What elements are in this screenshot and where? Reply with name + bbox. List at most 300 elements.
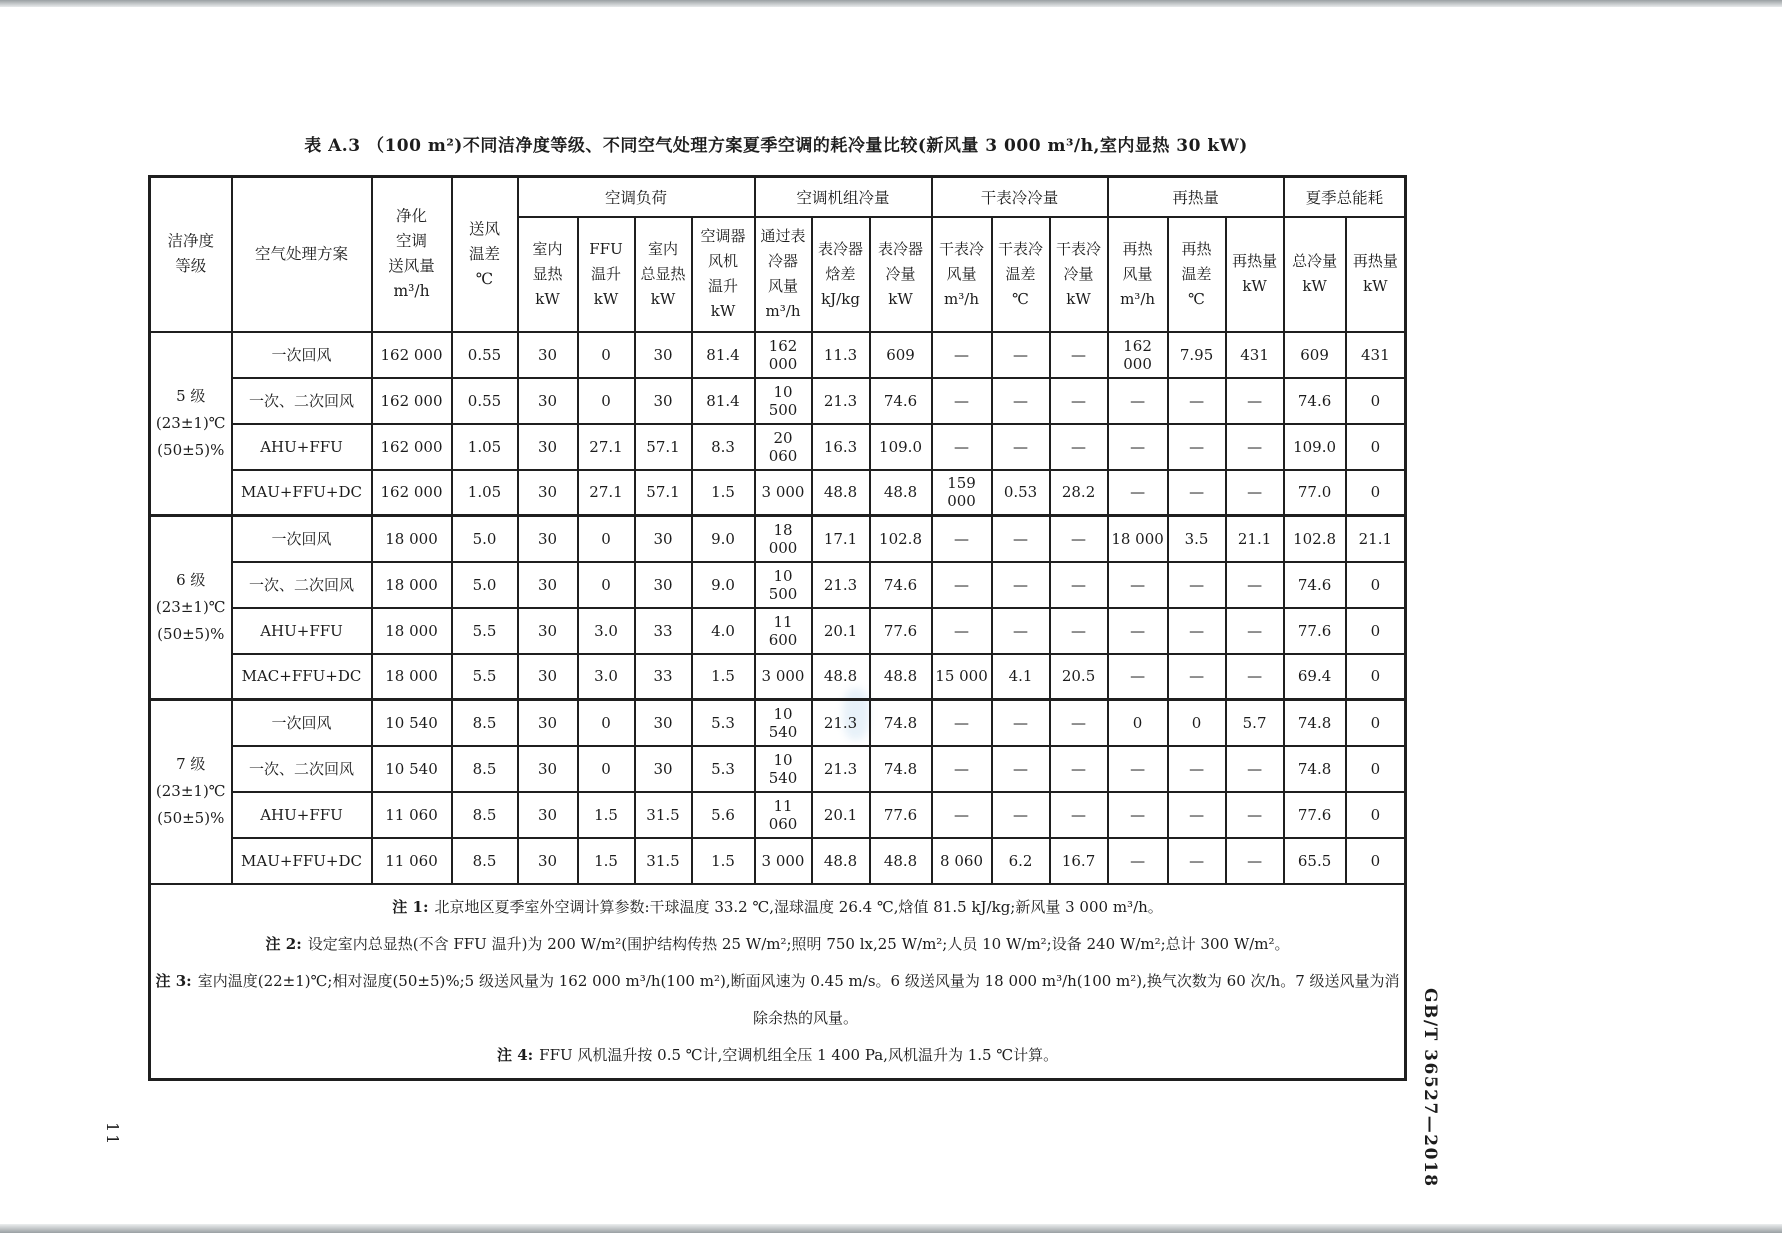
header-sub-label [870, 217, 932, 332]
data-cell: 30 [518, 470, 578, 516]
data-cell: 1.5 [692, 838, 755, 884]
data-cell: 20.1 [812, 792, 870, 838]
data-cell: 0 [578, 562, 635, 608]
data-cell: 0 [1346, 562, 1406, 608]
data-cell: 48.8 [870, 654, 932, 700]
data-cell: — [1108, 838, 1168, 884]
data-cell: — [1226, 838, 1284, 884]
header-sub-label-line: 表冷器 [818, 239, 864, 258]
data-cell: 11 060 [372, 792, 452, 838]
header-sub-label-line: 温升 [708, 277, 739, 295]
data-cell: 30 [635, 332, 692, 378]
header-sub-label-line: 焓差 [825, 264, 856, 283]
note-text: FFU 风机温升按 0.5 ℃计,空调机组全压 1 400 Pa,风机温升为 1.5 ℃计算。 [539, 1045, 1059, 1064]
data-cell: 18 000 [372, 608, 452, 654]
data-cell: 3.5 [1168, 516, 1226, 562]
header-supply-temp-diff-line: ℃ [475, 269, 494, 288]
data-cell: 15 000 [932, 654, 992, 700]
note-item [153, 926, 1402, 963]
note-item [153, 1037, 1402, 1074]
data-cell: 16.7 [1050, 838, 1108, 884]
data-cell: 30 [518, 332, 578, 378]
data-cell: 30 [518, 654, 578, 700]
data-cell: — [1108, 562, 1168, 608]
table-title: 表 A.3 （100 m²)不同洁净度等级、不同空气处理方案夏季空调的耗冷量比较(新风量 3 000 m³/h,室内显热 30 kW) [304, 136, 1248, 156]
data-cell: 5.7 [1226, 700, 1284, 746]
data-cell: 27.1 [578, 470, 635, 516]
header-sub-label-line: 室内 [647, 239, 678, 258]
data-cell: 7.95 [1168, 332, 1226, 378]
header-sub-label-line: kJ/kg [821, 289, 860, 308]
data-cell: 162 000 [372, 332, 452, 378]
table-row [150, 746, 1406, 792]
data-cell: — [992, 378, 1050, 424]
data-cell: — [992, 746, 1050, 792]
data-cell: 30 [518, 608, 578, 654]
data-cell: 159 000 [932, 470, 992, 516]
data-cell: — [932, 378, 992, 424]
note-text: 北京地区夏季室外空调计算参数:干球温度 33.2 ℃,湿球温度 26.4 ℃,焓值 81.5 kJ/kg;新风量 3 000 m³/h。 [434, 897, 1163, 916]
data-cell: — [1168, 470, 1226, 516]
data-cell: 102.8 [1284, 516, 1346, 562]
header-sub-label-line: 风量 [1122, 264, 1153, 283]
data-cell: — [1226, 470, 1284, 516]
data-cell: — [932, 700, 992, 746]
header-sub-label [992, 217, 1050, 332]
data-cell: 27.1 [578, 424, 635, 470]
header-sub-label [1108, 217, 1168, 332]
data-cell: 18 000 [372, 654, 452, 700]
header-sub-label-line: kW [1242, 277, 1267, 295]
data-cell: 162 000 [372, 424, 452, 470]
data-cell: 74.6 [870, 562, 932, 608]
data-cell: 21.1 [1346, 516, 1406, 562]
header-sub-label-line: 空调器 [700, 227, 746, 245]
header-purified-air-volume [372, 177, 452, 332]
data-cell: 0 [578, 332, 635, 378]
note-text: 设定室内总显热(不含 FFU 温升)为 200 W/m²(围护结构传热 25 W/m²;照明 750 lx,25 W/m²;人员 10 W/m²;设备 240 W/m²;总计 300 W/m²。 [307, 934, 1290, 953]
scan-edge-top [0, 0, 1782, 7]
header-sub-label [518, 217, 578, 332]
cleanliness-cell [150, 700, 232, 884]
header-sub-label-line: 总显热 [640, 264, 686, 283]
data-cell: 5.3 [692, 700, 755, 746]
table-row [150, 838, 1406, 884]
data-cell: — [992, 424, 1050, 470]
header-sub-label-line: m³/h [1120, 289, 1156, 308]
header-sub-label-line: kW [888, 289, 913, 308]
data-cell: — [932, 562, 992, 608]
data-cell: 0 [1108, 700, 1168, 746]
data-cell: 162 000 [372, 378, 452, 424]
data-cell: — [1226, 378, 1284, 424]
data-cell: 8.5 [452, 792, 518, 838]
scheme-cell: 一次、二次回风 [232, 378, 372, 424]
data-cell: 21.3 [812, 378, 870, 424]
header-sub-label-line: 温升 [590, 264, 621, 283]
data-cell: 8.5 [452, 700, 518, 746]
data-cell: 30 [518, 424, 578, 470]
data-cell: 8.5 [452, 746, 518, 792]
data-cell: 30 [518, 700, 578, 746]
data-cell: 18 000 [1108, 516, 1168, 562]
header-sub-label-line: 再热量 [1352, 252, 1398, 270]
header-sub-label [755, 217, 812, 332]
data-cell: — [992, 608, 1050, 654]
data-cell: 10 540 [372, 700, 452, 746]
data-cell: 31.5 [635, 792, 692, 838]
table-body [150, 332, 1406, 884]
note-item [153, 963, 1402, 1037]
data-cell: 0 [1346, 654, 1406, 700]
data-cell: 3.0 [578, 608, 635, 654]
data-cell: — [1168, 746, 1226, 792]
header-purified-air-volume-line: 送风量 [388, 257, 435, 276]
data-cell: 0 [1346, 608, 1406, 654]
scheme-cell: MAC+FFU+DC [232, 654, 372, 700]
header-sub-label-line: 温差 [1181, 264, 1212, 283]
header-sub-label-line: 风量 [946, 264, 977, 283]
data-cell: 31.5 [635, 838, 692, 884]
data-cell: 162 000 [1108, 332, 1168, 378]
data-cell: 17.1 [812, 516, 870, 562]
scheme-cell: AHU+FFU [232, 792, 372, 838]
data-cell: — [1168, 378, 1226, 424]
data-cell: 77.6 [870, 792, 932, 838]
cleanliness-cell-line: (23±1)℃ [155, 598, 226, 616]
header-group-label: 空调负荷 [518, 177, 755, 217]
data-cell: 3.0 [578, 654, 635, 700]
header-scheme [232, 177, 372, 332]
header-sub-label-line: kW [1066, 289, 1091, 308]
table-row [150, 378, 1406, 424]
data-cell: 609 [870, 332, 932, 378]
table-row [150, 516, 1406, 562]
data-cell: 0 [578, 378, 635, 424]
data-cell: — [1168, 424, 1226, 470]
table-row [150, 332, 1406, 378]
data-cell: 10 500 [755, 562, 812, 608]
cleanliness-cell-line: 6 级 [176, 571, 206, 589]
note-label: 注 4: [496, 1045, 534, 1064]
table-row [150, 700, 1406, 746]
header-cleanliness-line: 洁净度 [167, 232, 214, 251]
data-cell: 30 [635, 516, 692, 562]
data-cell: — [992, 332, 1050, 378]
header-group-label: 干表冷冷量 [932, 177, 1108, 217]
data-cell: — [1226, 608, 1284, 654]
header-sub-label [1226, 217, 1284, 332]
data-cell: 0 [1346, 378, 1406, 424]
data-cell: 8 060 [932, 838, 992, 884]
header-sub-label-line: kW [710, 302, 736, 320]
data-cell: 1.05 [452, 424, 518, 470]
note-item [153, 889, 1402, 926]
header-group-label: 空调机组冷量 [755, 177, 932, 217]
header-sub-label-line: ℃ [1188, 289, 1205, 308]
data-cell: — [1226, 424, 1284, 470]
scheme-cell: 一次、二次回风 [232, 746, 372, 792]
data-cell: 0.55 [452, 378, 518, 424]
page-number: 11 [103, 1122, 122, 1147]
header-supply-temp-diff-line: 温差 [468, 244, 500, 263]
data-cell: 30 [518, 378, 578, 424]
header-sub-label-line: 干表冷 [939, 239, 985, 258]
data-cell: 16.3 [812, 424, 870, 470]
data-cell: 30 [518, 562, 578, 608]
header-sub-label [635, 217, 692, 332]
data-cell: 11 600 [755, 608, 812, 654]
data-cell: — [932, 792, 992, 838]
data-cell: 18 000 [372, 516, 452, 562]
data-cell: — [1226, 654, 1284, 700]
cleanliness-cell-line: 5 级 [176, 386, 206, 405]
note-label: 注 1: [392, 897, 429, 916]
data-cell: 21.3 [812, 700, 870, 746]
scheme-cell: AHU+FFU [232, 608, 372, 654]
note-label: 注 3: [155, 971, 192, 990]
data-cell: 48.8 [812, 838, 870, 884]
header-purified-air-volume-line: 空调 [395, 232, 427, 251]
data-cell: 48.8 [870, 838, 932, 884]
data-cell: 10 540 [372, 746, 452, 792]
data-cell: 5.0 [452, 516, 518, 562]
data-cell: 0 [1346, 838, 1406, 884]
header-sub-label-line: 风机 [708, 252, 739, 270]
header-sub-label-line: FFU [589, 239, 623, 258]
data-cell: 0 [1346, 424, 1406, 470]
data-cell: — [1108, 792, 1168, 838]
data-cell: 21.1 [1226, 516, 1284, 562]
data-cell: 0 [578, 516, 635, 562]
cleanliness-cell-line: (23±1)℃ [155, 782, 226, 801]
header-group-label: 夏季总能耗 [1284, 177, 1406, 217]
data-cell: — [1050, 424, 1108, 470]
data-cell: 11 060 [755, 792, 812, 838]
data-cell: — [1050, 332, 1108, 378]
data-cell: 77.0 [1284, 470, 1346, 516]
header-sub-label-line: 风量 [768, 277, 799, 295]
data-cell: 0 [578, 700, 635, 746]
data-cell: 77.6 [870, 608, 932, 654]
data-cell: 0 [1346, 700, 1406, 746]
data-cell: 30 [635, 378, 692, 424]
data-cell: — [1168, 562, 1226, 608]
table-row [150, 470, 1406, 516]
data-cell: — [1108, 746, 1168, 792]
data-cell: 28.2 [1050, 470, 1108, 516]
data-cell: — [1226, 562, 1284, 608]
data-cell: 74.8 [870, 700, 932, 746]
header-group-label: 再热量 [1108, 177, 1284, 217]
data-cell: 102.8 [870, 516, 932, 562]
data-cell: — [1168, 838, 1226, 884]
data-cell: 1.05 [452, 470, 518, 516]
data-cell: — [932, 332, 992, 378]
cleanliness-cell [150, 516, 232, 700]
header-purified-air-volume-line: m³/h [393, 282, 430, 301]
data-cell: 10 540 [755, 746, 812, 792]
data-cell: 11 060 [372, 838, 452, 884]
data-cell: 0 [578, 746, 635, 792]
cleanliness-cell-line: (50±5)% [157, 809, 225, 828]
data-cell: 5.5 [452, 654, 518, 700]
data-cell: 162 000 [372, 470, 452, 516]
header-sub-label [812, 217, 870, 332]
table-header [150, 177, 1406, 332]
data-cell: 4.1 [992, 654, 1050, 700]
header-sub-label-line: 干表冷 [1056, 239, 1102, 258]
data-cell: 33 [635, 608, 692, 654]
header-sub-label-line: ℃ [1012, 289, 1029, 308]
data-cell: 74.6 [1284, 378, 1346, 424]
note-label: 注 2: [265, 934, 302, 953]
header-sub-label-line: kW [535, 289, 560, 308]
header-sub-label-line: 再热量 [1232, 252, 1278, 270]
table-row [150, 424, 1406, 470]
data-cell: — [1050, 746, 1108, 792]
data-cell: — [1050, 562, 1108, 608]
data-cell: 77.6 [1284, 608, 1346, 654]
cleanliness-cell-line: (23±1)℃ [155, 413, 226, 432]
header-sub-label-line: 冷量 [1063, 264, 1094, 283]
data-cell: 4.0 [692, 608, 755, 654]
cleanliness-cell-line: 7 级 [176, 755, 206, 774]
main-table [148, 175, 1407, 1081]
data-cell: 74.8 [1284, 700, 1346, 746]
data-cell: — [1050, 516, 1108, 562]
data-cell: — [1050, 792, 1108, 838]
data-cell: 0.53 [992, 470, 1050, 516]
data-cell: 30 [635, 562, 692, 608]
data-cell: 0 [1168, 700, 1226, 746]
data-cell: 65.5 [1284, 838, 1346, 884]
data-cell: 21.3 [812, 746, 870, 792]
data-cell: 5.3 [692, 746, 755, 792]
data-cell: — [992, 562, 1050, 608]
data-cell: 6.2 [992, 838, 1050, 884]
table-footer [150, 884, 1406, 1080]
data-cell: 18 000 [755, 516, 812, 562]
header-sub-label [692, 217, 755, 332]
data-cell: 3 000 [755, 470, 812, 516]
header-sub-label-line: 总冷量 [1292, 252, 1338, 270]
data-cell: 20.1 [812, 608, 870, 654]
scheme-cell: 一次回风 [232, 700, 372, 746]
header-sub-label [578, 217, 635, 332]
header-sub-label-line: kW [1302, 277, 1327, 295]
data-cell: — [1050, 378, 1108, 424]
table-row [150, 608, 1406, 654]
data-cell: 431 [1346, 332, 1406, 378]
data-cell: — [1108, 470, 1168, 516]
data-cell: — [1168, 608, 1226, 654]
data-cell: — [1108, 654, 1168, 700]
header-sub-label-line: m³/h [944, 289, 979, 308]
header-sub-label-line: kW [1363, 277, 1388, 295]
header-cleanliness [150, 177, 232, 332]
data-cell: 20 060 [755, 424, 812, 470]
header-sub-label [932, 217, 992, 332]
data-cell: — [932, 516, 992, 562]
data-cell: — [932, 608, 992, 654]
data-cell: — [932, 746, 992, 792]
header-cleanliness-line: 等级 [175, 257, 207, 276]
header-scheme-line: 空气处理方案 [254, 244, 348, 263]
notes-cell [150, 884, 1406, 1080]
header-sub-label-line: 显热 [532, 264, 563, 283]
cleanliness-cell-line: (50±5)% [157, 625, 225, 643]
header-purified-air-volume-line: 净化 [395, 207, 427, 226]
header-sub-label-line: 冷量 [885, 264, 916, 283]
data-cell: 0 [1346, 746, 1406, 792]
data-cell: 69.4 [1284, 654, 1346, 700]
header-supply-temp-diff-line: 送风 [468, 219, 500, 238]
data-cell: 1.5 [692, 470, 755, 516]
data-cell: 57.1 [635, 470, 692, 516]
data-cell: 57.1 [635, 424, 692, 470]
data-cell: — [992, 792, 1050, 838]
data-cell: 1.5 [692, 654, 755, 700]
data-cell: 30 [518, 516, 578, 562]
scan-edge-bottom [0, 1224, 1782, 1233]
data-cell: 5.5 [452, 608, 518, 654]
data-cell: 30 [518, 792, 578, 838]
data-cell: 11.3 [812, 332, 870, 378]
scheme-cell: MAU+FFU+DC [232, 470, 372, 516]
data-cell: 30 [635, 746, 692, 792]
header-sub-label-line: 冷器 [768, 252, 799, 270]
cleanliness-cell [150, 332, 232, 516]
data-cell: 9.0 [692, 516, 755, 562]
header-group-row [150, 177, 1406, 217]
scheme-cell: AHU+FFU [232, 424, 372, 470]
data-cell: 8.3 [692, 424, 755, 470]
standard-code: GB/T 36527—2018 [1420, 988, 1440, 1188]
data-cell: 48.8 [812, 654, 870, 700]
note-text: 室内温度(22±1)℃;相对湿度(50±5)%;5 级送风量为 162 000 m³/h(100 m²),断面风速为 0.45 m/s。6 级送风量为 18 000 m³/h(100 m²),换气次数为 60 次/h。7 级送风量为消除余热的风量。 [197, 971, 1400, 1027]
data-cell: — [1108, 608, 1168, 654]
data-cell: 8.5 [452, 838, 518, 884]
data-cell: 162 000 [755, 332, 812, 378]
data-cell: — [1050, 608, 1108, 654]
header-sub-label-line: kW [593, 289, 619, 308]
header-sub-label-line: 再热 [1181, 239, 1212, 258]
data-cell: — [1168, 654, 1226, 700]
data-cell: — [1226, 746, 1284, 792]
data-cell: 81.4 [692, 332, 755, 378]
data-cell: 30 [518, 838, 578, 884]
data-cell: 21.3 [812, 562, 870, 608]
data-cell: 48.8 [812, 470, 870, 516]
header-sub-label-line: 再热 [1122, 239, 1153, 258]
data-cell: 77.6 [1284, 792, 1346, 838]
data-cell: 30 [518, 746, 578, 792]
data-cell: 609 [1284, 332, 1346, 378]
data-cell: 9.0 [692, 562, 755, 608]
header-sub-label-line: kW [650, 289, 676, 308]
table-row [150, 654, 1406, 700]
data-cell: 1.5 [578, 838, 635, 884]
data-cell: 3 000 [755, 654, 812, 700]
header-sub-label [1284, 217, 1346, 332]
header-sub-label-line: m³/h [765, 302, 801, 320]
header-sub-label [1168, 217, 1226, 332]
data-cell: 74.6 [1284, 562, 1346, 608]
data-cell: 109.0 [1284, 424, 1346, 470]
data-cell: — [1168, 792, 1226, 838]
data-cell: 431 [1226, 332, 1284, 378]
